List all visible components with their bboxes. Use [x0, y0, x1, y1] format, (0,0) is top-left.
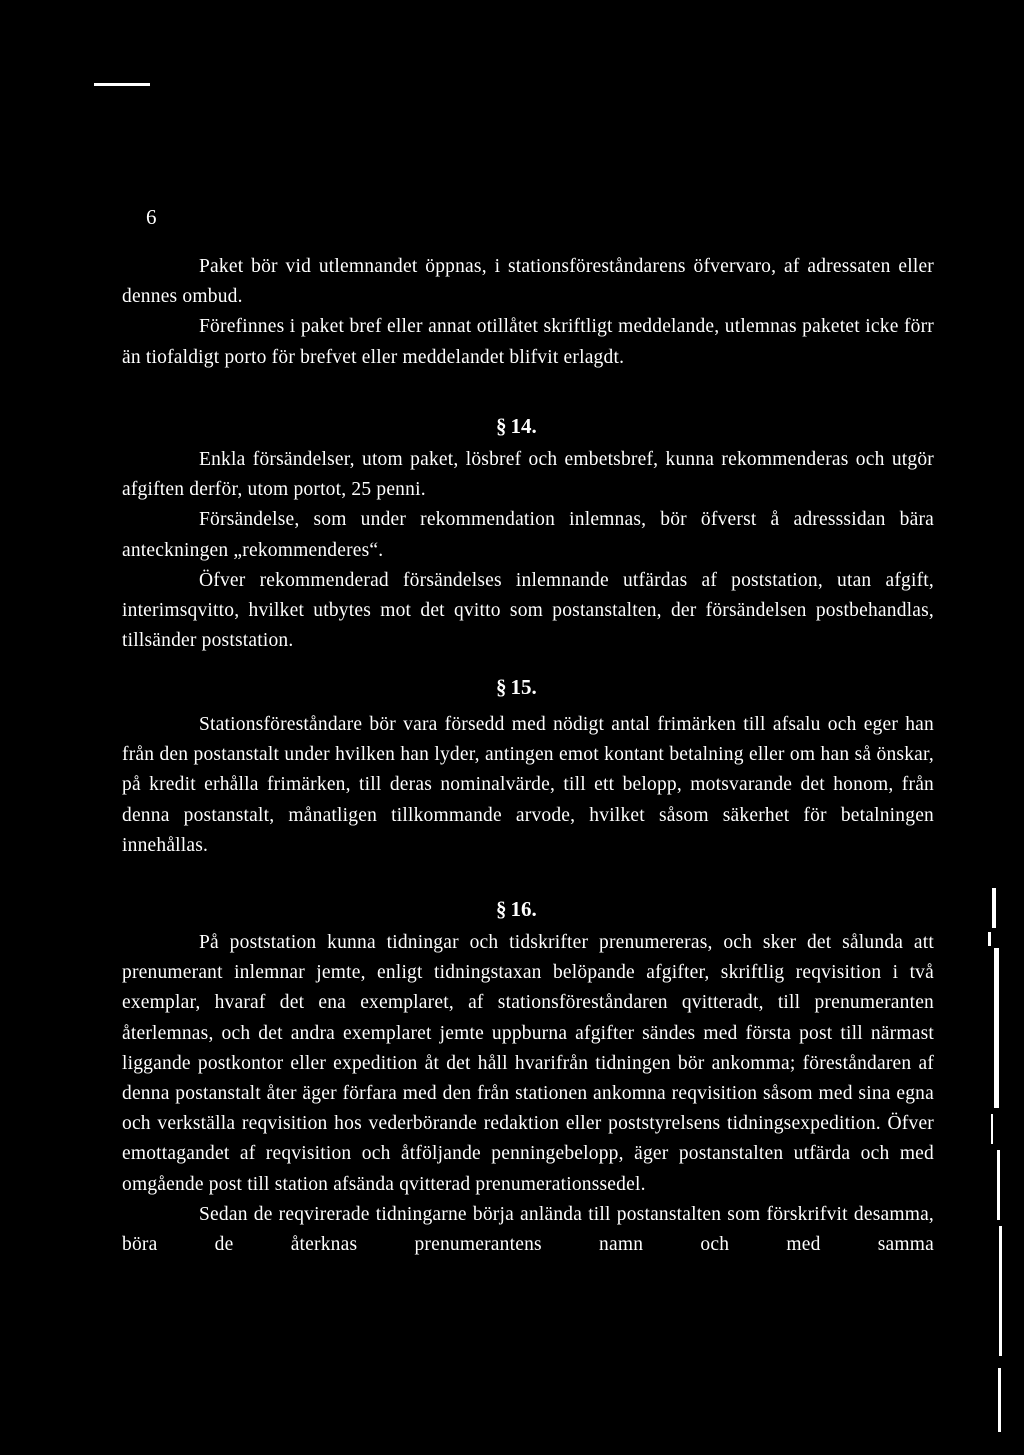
section-14-body	[122, 445, 934, 656]
section-symbol: §	[496, 414, 507, 438]
scan-edge-mark	[994, 948, 999, 1108]
section-heading-14	[496, 414, 537, 438]
scan-edge-mark	[997, 1150, 1000, 1220]
top-rule	[94, 83, 150, 86]
section-symbol: §	[496, 675, 507, 699]
section-heading-16	[496, 897, 537, 921]
scan-edge-marks	[988, 888, 1018, 1448]
section-number: 14.	[510, 414, 537, 438]
scan-edge-mark	[998, 1368, 1001, 1432]
intro-block	[122, 252, 934, 373]
section-symbol: §	[496, 897, 507, 921]
paragraph: Stationsföreståndare bör vara försedd med nödigt antal frimärken till afsalu och eger han från den postanstalt under hvilken han lyder, antingen emot kontant betalning eller om han så önskar, på kredit erhålla frimärken, till deras nominalvärde, till ett belopp, motsvarande det honom, från denna postanstalt, månatligen tillkommande arvode, hvilket såsom säkerhet för betalningen innehållas.	[122, 714, 934, 856]
paragraph: Öfver rekommenderad försändelses inlemnande utfärdas af poststation, utan afgift, interimsqvitto, hvilket utbytes mot det qvitto som postanstalten, der försändelsen postbehandlas, tillsänder poststation.	[122, 569, 934, 652]
scan-edge-mark	[992, 888, 996, 928]
paragraph: Sedan de reqvirerade tidningarne börja anlända till postanstalten som förskrifvit desamma, böra de återknas prenumerantens namn och med samma	[122, 1203, 934, 1256]
section-heading-15	[496, 675, 537, 699]
paragraph: Förefinnes i paket bref eller annat otillåtet skriftligt meddelande, utlemnas paketet icke förr än tiofaldigt porto för brefvet eller meddelandet blifvit erlagdt.	[122, 316, 934, 368]
page-number: 6	[146, 205, 157, 229]
paragraph: Paket bör vid utlemnandet öppnas, i stationsföreståndarens öfvervaro, af adressaten eller dennes ombud.	[122, 256, 934, 308]
section-number: 16.	[510, 897, 537, 921]
paragraph: På poststation kunna tidningar och tidskrifter prenumereras, och sker det sålunda att prenumerant inlemnar jemte, enligt tidningstaxan belöpande afgifter, skriftlig reqvisition i två exemplar, hvaraf det ena exemplaret, af stationsföreståndaren qvitteradt, till prenumeranten återlemnas, och det andra exemplaret jemte uppburna afgifter sändes med första post till närmast liggande postkontor eller expedition åt det håll hvarifrån tidningen bör ankomma; föreståndaren af denna postanstalt åter äger förfara med den från stationen ankomna reqvisition såsom med sina egna och verkställa reqvisition hos vederbörande redaktion eller poststyrelsens tidningsexpedition. Öfver emottagandet af reqvisition och åtföljande penningebelopp, äger postanstalten utfärda och med omgående post till station afsända qvitterad prenumerationssedel.	[122, 932, 934, 1195]
scan-edge-mark	[999, 1226, 1002, 1356]
section-15-body	[122, 710, 934, 861]
section-16-body	[122, 928, 934, 1260]
scan-edge-mark	[988, 932, 991, 946]
scan-edge-mark	[991, 1114, 993, 1144]
paragraph: Enkla försändelser, utom paket, lösbref och embetsbref, kunna rekommenderas och utgör afgiften derför, utom portot, 25 penni.	[122, 449, 934, 501]
section-number: 15.	[510, 675, 537, 699]
paragraph: Försändelse, som under rekommendation inlemnas, bör öfverst å adresssidan bära anteckningen „rekommenderes“.	[122, 509, 934, 561]
